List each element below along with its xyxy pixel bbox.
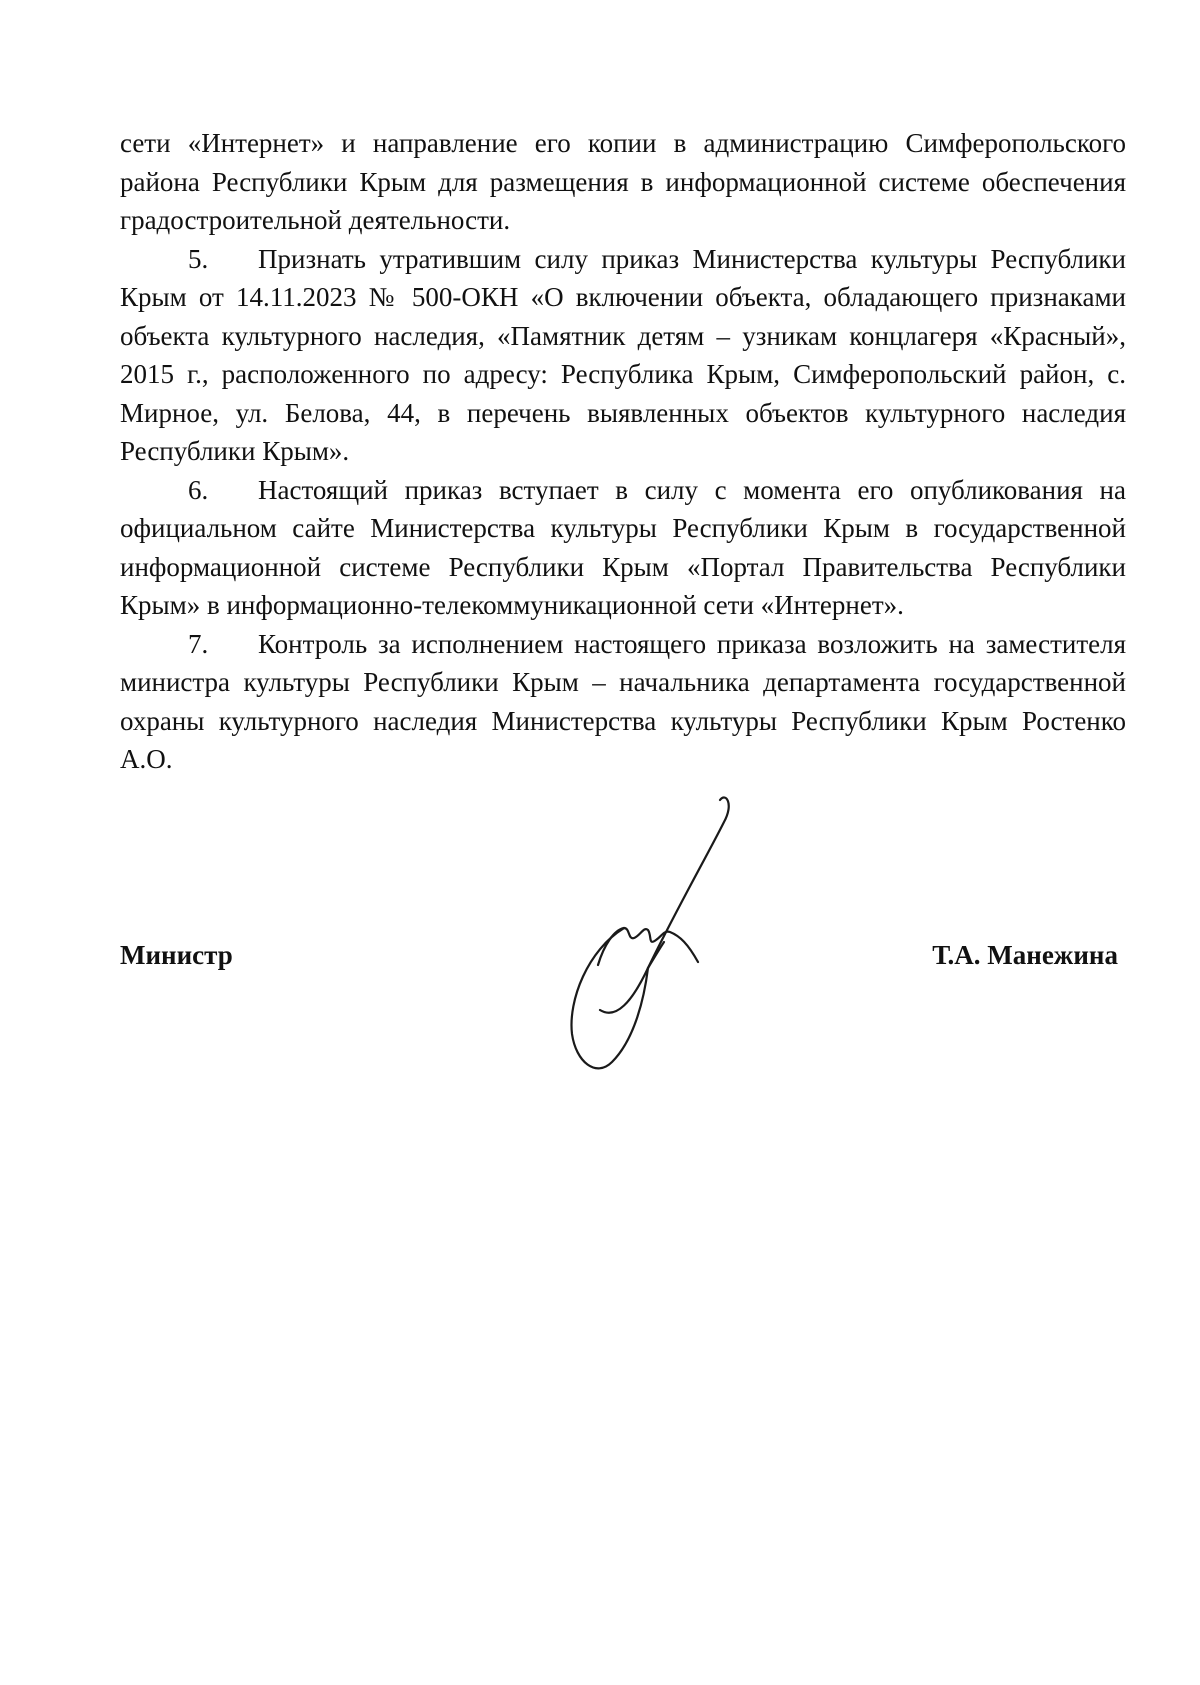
signer-name: Т.А. Манежина <box>932 940 1118 970</box>
handwritten-signature <box>548 790 738 1080</box>
item-text-7: Контроль за исполнением настоящего приказа возложить на заместителя министра культуры Республики Крым – начальника департамента государственной охраны культурного наследия Министерства культуры Республики Крым Ростенко А.О. <box>120 628 1126 774</box>
signature-block <box>120 940 1126 980</box>
item-paragraph-7 <box>120 625 1126 779</box>
item-number-5: 5. <box>188 243 209 274</box>
item-text-6: Настоящий приказ вступает в силу с момента его опубликования на официальном сайте Министерства культуры Республики Крым в государственной информационной системе Республики Крым «Портал Правительства Республики Крым» в информационно-телекоммуникационной сети «Интернет». <box>120 474 1126 620</box>
item-number-7: 7. <box>188 628 209 659</box>
item-paragraph-6 <box>120 471 1126 625</box>
item-number-6: 6. <box>188 474 209 505</box>
item-paragraph-5 <box>120 240 1126 471</box>
intro-paragraph: сети «Интернет» и направление его копии в администрацию Симферопольского района Республики Крым для размещения в информационной системе обеспечения градостроительной деятельности. <box>120 128 1126 235</box>
document-body <box>120 124 1126 779</box>
signer-position: Министр <box>120 940 233 970</box>
item-text-5: Признать утратившим силу приказ Министерства культуры Республики Крым от 14.11.2023 № 500-ОКН «О включении объекта, обладающего признаками объекта культурного наследия, «Памятник детям – узникам концлагеря «Красный», 2015 г., расположенного по адресу: Республика Крым, Симферопольский район, с. Мирное, ул. Белова, 44, в перечень выявленных объектов культурного наследия Республики Крым». <box>120 243 1126 466</box>
